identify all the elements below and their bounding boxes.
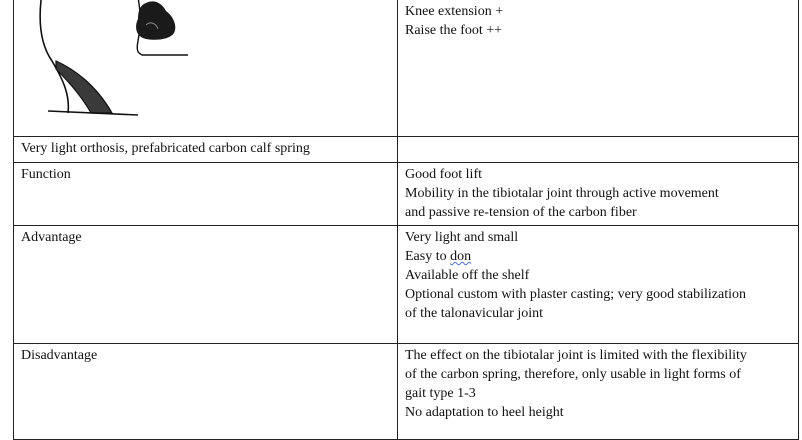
movement-raise-foot: Raise the foot ++ [405,23,503,38]
function-line: Mobility in the tibiotalar joint through active movement [405,186,719,201]
title-row-empty-cell [398,137,799,163]
orthosis-table [13,0,799,440]
advantage-label: Advantage [14,226,398,344]
disadvantage-line: gait type 1-3 [405,386,476,401]
function-label: Function [14,163,398,226]
function-cell [398,163,799,226]
orthosis-title: Very light orthosis, prefabricated carbon calf spring [14,137,398,163]
disadvantage-row [14,344,799,440]
advantage-line: Available off the shelf [405,268,530,283]
advantage-don-prefix: Easy to [405,249,451,264]
advantage-line: of the talonavicular joint [405,306,544,321]
movement-knee-extension: Knee extension + [405,4,504,19]
disadvantage-label: Disadvantage [14,344,398,440]
figure-row [14,0,799,137]
disadvantage-line: No adaptation to heel height [405,405,564,420]
function-line: and passive re-tension of the carbon fiber [405,205,637,220]
movements-cell [398,0,799,137]
disadvantage-line: of the carbon spring, therefore, only usable in light forms of [405,367,741,382]
function-line: Good foot lift [405,167,482,182]
disadvantage-line: The effect on the tibiotalar joint is limited with the flexibility [405,348,747,363]
figure-cell [14,0,398,137]
advantage-line: Very light and small [405,230,519,245]
function-row [14,163,799,226]
advantage-row [14,226,799,344]
advantage-line: Optional custom with plaster casting; very good stabilization [405,287,746,302]
spellcheck-word-don: don [450,249,472,264]
orthosis-drawing-icon [34,0,214,121]
advantage-cell [398,226,799,344]
advantage-line-don [405,247,791,266]
title-row [14,137,799,163]
disadvantage-cell [398,344,799,440]
